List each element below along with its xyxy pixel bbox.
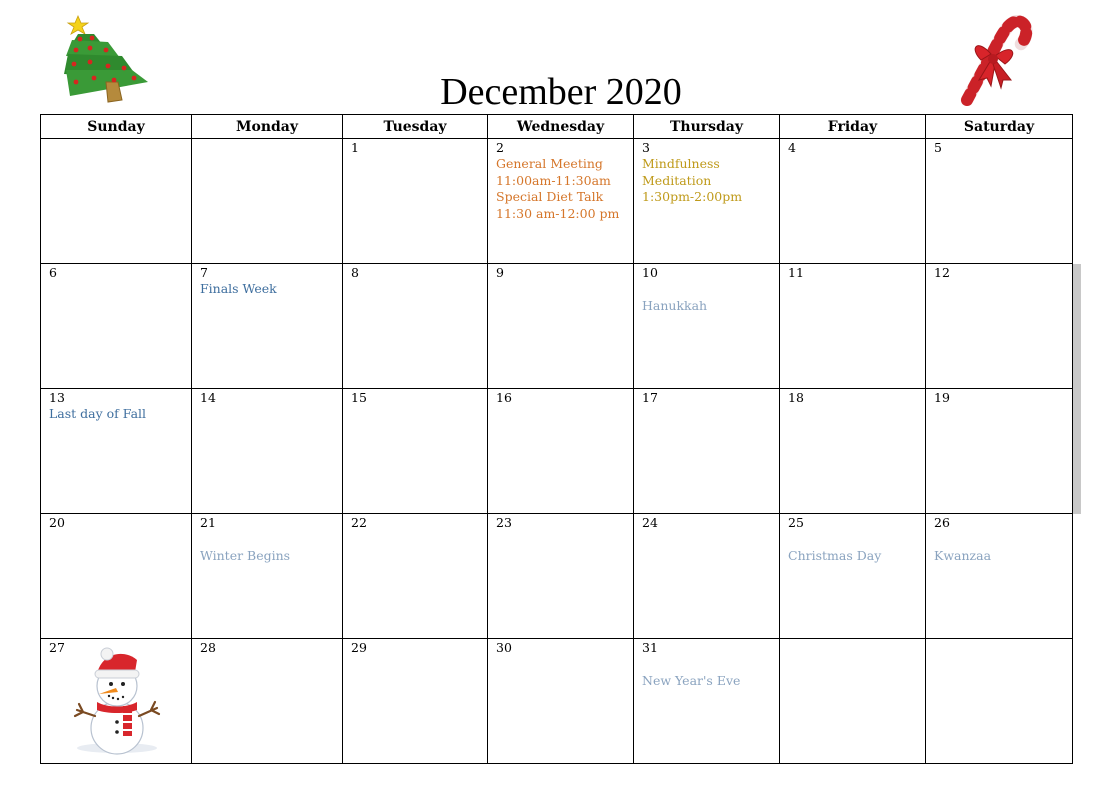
day-cell — [343, 139, 488, 264]
day-number: 12 — [934, 265, 950, 280]
weekday-header: Friday — [780, 115, 926, 139]
week-row — [41, 264, 1073, 389]
day-cell — [41, 639, 192, 764]
page-title: December 2020 — [440, 71, 682, 113]
day-cell — [192, 639, 343, 764]
day-cell — [41, 264, 192, 389]
weekday-header: Thursday — [634, 115, 780, 139]
day-number: 7 — [200, 265, 208, 280]
day-cell — [343, 639, 488, 764]
day-cell — [192, 264, 343, 389]
day-cell — [926, 264, 1073, 389]
day-cell — [192, 514, 343, 639]
day-number: 31 — [642, 640, 658, 655]
scrollbar[interactable] — [1072, 264, 1081, 514]
day-cell — [634, 514, 780, 639]
event-text: Last day of Fall — [49, 406, 147, 421]
day-cell — [926, 514, 1073, 639]
weekday-header: Monday — [192, 115, 343, 139]
day-number — [192, 139, 342, 140]
event-text: Kwanzaa — [934, 548, 992, 563]
day-number: 22 — [351, 515, 367, 530]
day-number: 17 — [642, 390, 658, 405]
day-cell — [41, 389, 192, 514]
weekday-header: Saturday — [926, 115, 1073, 139]
week-row — [41, 139, 1073, 264]
day-number: 24 — [642, 515, 658, 530]
day-cell — [926, 639, 1073, 764]
day-number: 9 — [496, 265, 504, 280]
event-text: 1:30pm-2:00pm — [642, 189, 743, 204]
day-number — [41, 139, 191, 140]
day-cell — [488, 264, 634, 389]
event-text: New Year's Eve — [642, 673, 741, 688]
day-cell — [343, 514, 488, 639]
day-number: 18 — [788, 390, 804, 405]
day-number: 11 — [788, 265, 804, 280]
weekday-header-row — [41, 115, 1073, 139]
day-number: 8 — [351, 265, 359, 280]
day-number — [926, 639, 1072, 640]
day-cell — [634, 139, 780, 264]
day-number: 3 — [642, 140, 650, 155]
week-row — [41, 639, 1073, 764]
day-cell — [780, 264, 926, 389]
day-cell — [634, 389, 780, 514]
event-text: Hanukkah — [642, 298, 708, 313]
day-cell — [488, 139, 634, 264]
day-cell — [192, 139, 343, 264]
day-cell — [634, 639, 780, 764]
weekday-header: Wednesday — [488, 115, 634, 139]
day-number: 1 — [351, 140, 359, 155]
calendar-grid — [40, 114, 1073, 764]
week-row — [41, 389, 1073, 514]
event-text: Christmas Day — [788, 548, 882, 563]
event-text: Special Diet Talk — [496, 189, 604, 204]
day-number: 26 — [934, 515, 950, 530]
day-number: 21 — [200, 515, 216, 530]
day-number: 4 — [788, 140, 796, 155]
day-cell — [634, 264, 780, 389]
day-cell — [488, 639, 634, 764]
day-cell — [780, 639, 926, 764]
day-number: 27 — [49, 640, 65, 655]
day-cell — [343, 264, 488, 389]
day-cell — [780, 389, 926, 514]
day-cell — [41, 139, 192, 264]
day-cell — [343, 389, 488, 514]
day-number: 5 — [934, 140, 942, 155]
day-cell — [41, 514, 192, 639]
day-cell — [926, 139, 1073, 264]
day-number: 2 — [496, 140, 504, 155]
event-text: 11:00am-11:30am — [496, 172, 611, 188]
day-number: 14 — [200, 390, 216, 405]
day-cell — [488, 514, 634, 639]
event-text: 11:30 am-12:00 pm — [496, 205, 620, 221]
event-text: Mindfulness — [642, 156, 720, 171]
day-number: 29 — [351, 640, 367, 655]
day-number: 10 — [642, 265, 658, 280]
day-cell — [780, 139, 926, 264]
day-cell — [780, 514, 926, 639]
event-text: Finals Week — [200, 281, 277, 296]
weekday-header: Sunday — [41, 115, 192, 139]
week-row — [41, 514, 1073, 639]
day-number: 30 — [496, 640, 512, 655]
calendar-body — [41, 139, 1073, 764]
day-number: 23 — [496, 515, 512, 530]
day-cell — [926, 389, 1073, 514]
day-cell — [488, 389, 634, 514]
day-number: 13 — [49, 390, 65, 405]
day-number: 20 — [49, 515, 65, 530]
event-text: Winter Begins — [200, 548, 291, 563]
event-text: General Meeting — [496, 156, 603, 171]
snowman-icon — [71, 644, 163, 756]
day-number — [780, 639, 925, 640]
day-number: 19 — [934, 390, 950, 405]
day-cell — [192, 389, 343, 514]
day-number: 28 — [200, 640, 216, 655]
day-number: 15 — [351, 390, 367, 405]
day-number: 16 — [496, 390, 512, 405]
day-number: 25 — [788, 515, 804, 530]
event-text: Meditation — [642, 172, 712, 188]
weekday-header: Tuesday — [343, 115, 488, 139]
day-number: 6 — [49, 265, 57, 280]
